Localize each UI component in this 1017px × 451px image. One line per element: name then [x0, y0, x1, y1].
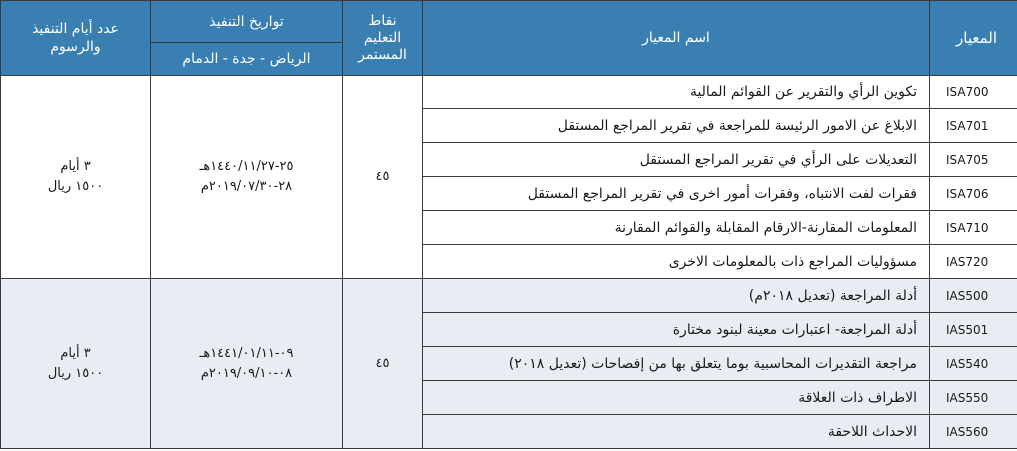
standard-name: مسؤوليات المراجع ذات بالمعلومات الاخرى: [423, 245, 930, 279]
standard-code: IAS560: [930, 415, 1017, 449]
standard-code: IAS540: [930, 347, 1017, 381]
header-cities: الرياض - جدة - الدمام: [151, 43, 343, 76]
standard-code: ISA705: [930, 143, 1017, 177]
header-dates: تواريخ التنفيذ: [151, 1, 343, 43]
standard-code: ISA701: [930, 109, 1017, 143]
standard-name: فقرات لفت الانتباه، وفقرات أمور اخرى في تقرير المراجع المستقل: [423, 177, 930, 211]
standard-name: تكوين الرأي والتقرير عن القوائم المالية: [423, 76, 930, 109]
days-and-fees: ٣ أيام ١٥٠٠ ريال: [1, 279, 151, 449]
standard-code: IAS500: [930, 279, 1017, 313]
standard-name: أدلة المراجعة- اعتبارات معينة لبنود مختارة: [423, 313, 930, 347]
standard-code: ISA706: [930, 177, 1017, 211]
standard-name: الاحداث اللاحقة: [423, 415, 930, 449]
standard-name: الابلاغ عن الامور الرئيسة للمراجعة في تقرير المراجع المستقل: [423, 109, 930, 143]
table-row: [1, 76, 1017, 109]
standard-code: IAS720: [930, 245, 1017, 279]
table-row: [1, 279, 1017, 313]
standard-name: مراجعة التقديرات المحاسبية بوما يتعلق بها من إفصاحات (تعديل ٢٠١٨): [423, 347, 930, 381]
execution-dates: ٠٩-١٤٤١/٠١/١١هـ ٠٨-٢٠١٩/٠٩/١٠م: [151, 279, 343, 449]
header-standard-name: اسم المعيار: [423, 1, 930, 76]
ceu-points: ٤٥: [343, 76, 423, 279]
standard-name: التعديلات على الرأي في تقرير المراجع المستقل: [423, 143, 930, 177]
standard-name: المعلومات المقارنة-الارقام المقابلة والقوائم المقارنة: [423, 211, 930, 245]
ceu-points: ٤٥: [343, 279, 423, 449]
standard-name: أدلة المراجعة (تعديل ٢٠١٨م): [423, 279, 930, 313]
standard-name: الاطراف ذات العلاقة: [423, 381, 930, 415]
days-and-fees: ٣ أيام ١٥٠٠ ريال: [1, 76, 151, 279]
standard-code: ISA700: [930, 76, 1017, 109]
standard-code: IAS501: [930, 313, 1017, 347]
standard-code: ISA710: [930, 211, 1017, 245]
execution-dates: ٢٥-١٤٤٠/١١/٢٧هـ ٢٨-٢٠١٩/٠٧/٣٠م: [151, 76, 343, 279]
header-ceu: نقاط التعليم المستمر: [343, 1, 423, 76]
header-days-fees: عدد أيام التنفيذ والرسوم: [1, 1, 151, 76]
header-standard: المعيار: [930, 1, 1017, 76]
standard-code: IAS550: [930, 381, 1017, 415]
